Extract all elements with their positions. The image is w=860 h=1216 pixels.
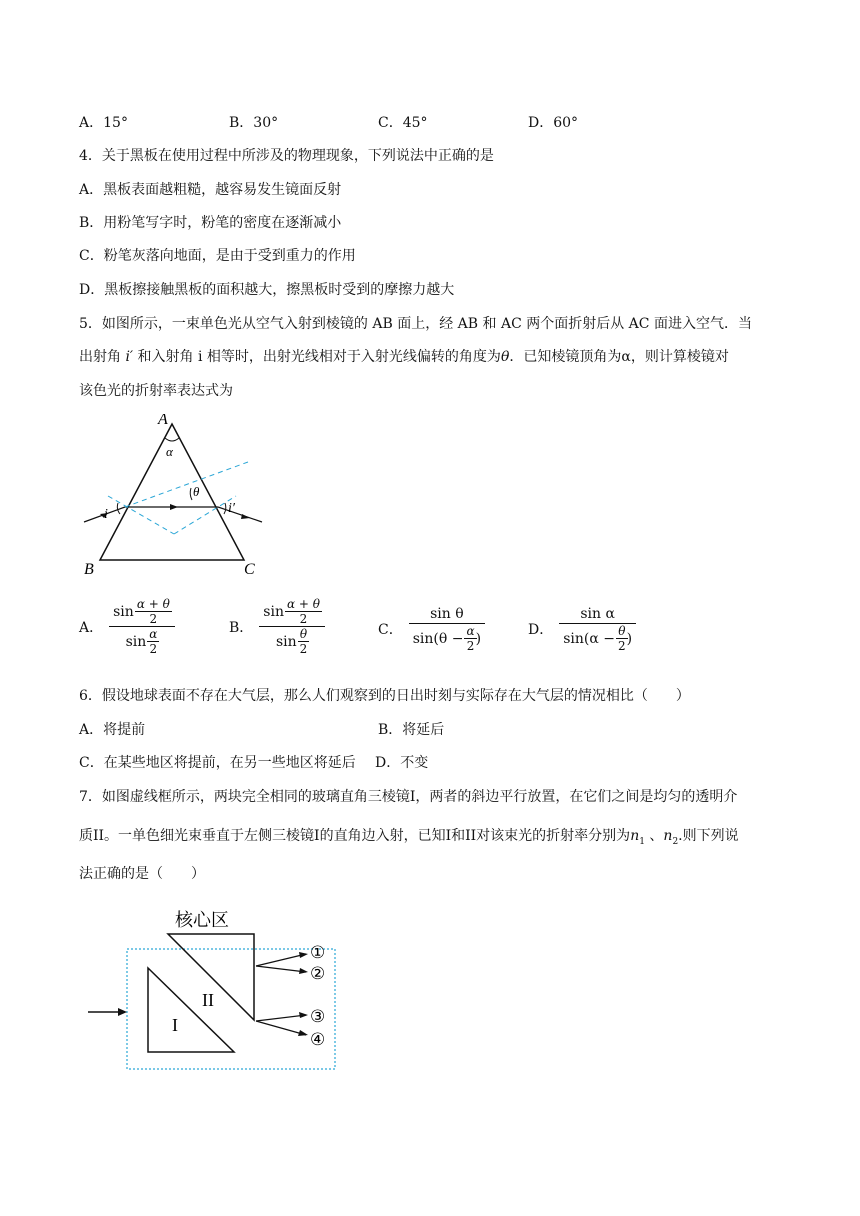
q7-line-2 <box>79 826 739 852</box>
q4-option-b: B．用粉笔写字时，粉笔的密度在逐渐减小 <box>79 215 342 231</box>
q7-line-1: 7．如图虚线框所示，两块完全相同的玻璃直角三棱镜I，两者的斜边平行放置，在它们之间是均匀的透明介 <box>79 789 738 805</box>
ray-three <box>256 1015 306 1021</box>
ray-four <box>256 1021 306 1035</box>
q3-option-c-value: 45° <box>402 115 428 131</box>
q4-option-d: D．黑板擦接触黑板的面积越大，擦黑板时受到的摩擦力越大 <box>79 282 455 298</box>
ray-one <box>256 954 306 966</box>
q6-option-c: C．在某些地区将提前，在另一些地区将延后 <box>79 755 356 771</box>
q3-option-d <box>528 113 578 133</box>
q5-option-b-label: B． <box>229 619 254 636</box>
q7-separator: 、 <box>644 828 664 844</box>
q5-theta-symbol: θ <box>500 349 510 365</box>
q5-option-b-num-arg-top: α + θ <box>286 597 320 611</box>
q5-option-b-den-fn: sin <box>275 633 297 650</box>
q7-n2-subscript: 2 <box>672 836 679 847</box>
q5-line-2 <box>79 347 729 367</box>
q6-option-b: B．将延后 <box>378 722 445 738</box>
ray-three-arrow <box>299 1012 308 1018</box>
q5-option-a <box>79 597 175 656</box>
q5-option-b-num-arg <box>286 597 321 626</box>
q3-option-d-label: D． <box>528 115 554 131</box>
prism-one <box>148 968 234 1052</box>
q5-option-d-den-pre: sin(α − <box>563 630 616 647</box>
q5-option-d-den-arg <box>617 624 627 653</box>
label-theta: θ <box>193 484 200 499</box>
q5-option-c-den-pre: sin(θ − <box>412 630 464 647</box>
q5-option-d-den-post: ) <box>626 630 633 647</box>
q5-option-d <box>528 605 636 653</box>
q3-option-b <box>229 113 278 133</box>
label-a: A <box>158 414 168 428</box>
q5-option-c-den-arg-bottom: 2 <box>466 639 475 653</box>
q5-line-2-part-a: 出射角 <box>79 349 126 365</box>
label-c: C <box>244 561 255 576</box>
q5-option-a-den-arg-top: α <box>149 627 158 641</box>
q5-option-c-denominator <box>409 624 485 653</box>
dotted-frame <box>127 949 335 1069</box>
label-one: I <box>172 1015 178 1035</box>
inner-ray-arrow <box>170 504 178 510</box>
ray-two-arrow <box>299 968 308 974</box>
exit-ray <box>218 507 262 522</box>
q5-option-b-numerator <box>259 597 325 626</box>
q5-option-a-numerator <box>109 597 175 626</box>
q5-option-b-denominator <box>272 627 312 656</box>
label-two: II <box>202 990 214 1010</box>
incoming-ray-arrow <box>118 1008 127 1016</box>
deviation-angle-arc <box>190 488 192 500</box>
marker-three: ③ <box>310 1007 326 1026</box>
q5-option-d-fraction <box>559 605 636 653</box>
q5-option-c-fraction <box>409 605 485 653</box>
q5-option-c <box>378 605 485 653</box>
q6-option-d: D．不变 <box>375 755 429 771</box>
q5-option-a-num-arg <box>136 597 171 626</box>
q5-option-d-label: D． <box>528 622 554 638</box>
q5-option-d-den-arg-top: θ <box>618 624 626 638</box>
exit-angle-arc <box>224 503 226 514</box>
q5-option-c-label: C． <box>378 622 403 638</box>
exit-ray-arrow <box>241 514 250 519</box>
ray-two <box>256 966 306 972</box>
q4-option-c: C．粉笔灰落向地面，是由于受到重力的作用 <box>79 248 356 264</box>
q5-option-c-den-arg <box>465 624 475 653</box>
q5-option-a-denominator <box>122 627 163 656</box>
q5-exit-angle-symbol: i′ <box>125 349 134 365</box>
q6-stem: 6．假设地球表面不存在大气层，那么人们观察到的日出时刻与实际存在大气层的情况相比（ ） <box>79 688 690 704</box>
core-zone-title: 核心区 <box>175 910 229 930</box>
q5-line-2-part-c: ．已知棱镜顶角为α，则计算棱镜对 <box>509 349 729 365</box>
marker-two: ② <box>310 964 326 983</box>
q5-line-1: 5．如图所示，一束单色光从空气入射到棱镜的 AB 面上，经 AB 和 AC 两个面折射后从 AC 面进入空气．当 <box>79 316 752 332</box>
q3-option-b-label: B． <box>229 115 254 131</box>
q5-option-a-den-fn: sin <box>125 633 147 650</box>
q5-option-b-fraction <box>259 597 325 656</box>
q6-option-a: A．将提前 <box>79 722 146 738</box>
q7-n2-symbol: n <box>663 828 673 844</box>
q5-option-d-numerator: sin α <box>580 606 615 622</box>
q3-option-d-value: 60° <box>553 115 579 131</box>
label-i-prime: i′ <box>228 501 235 516</box>
q5-option-a-den-arg <box>148 627 158 656</box>
q5-line-2-part-b: 和入射角 i 相等时，出射光线相对于入射光线偏转的角度为 <box>133 349 501 365</box>
q7-line-2-part-a: 质II。一单色细光束垂直于左侧三棱镜I的直角边入射，已知I和II对该束光的折射率分别为 <box>79 828 631 844</box>
q3-option-c-label: C． <box>378 115 403 131</box>
marker-one: ① <box>310 943 326 962</box>
q5-option-a-num-arg-bottom: 2 <box>149 612 158 626</box>
q7-line-3: 法正确的是（ ） <box>79 866 205 882</box>
q5-option-d-den-arg-bottom: 2 <box>618 639 626 653</box>
q5-option-a-fraction <box>109 597 175 656</box>
q5-option-c-numerator: sin θ <box>430 606 464 622</box>
ray-four-arrow <box>298 1030 308 1036</box>
q5-option-b-den-arg-bottom: 2 <box>299 642 308 656</box>
q4-option-a: A．黑板表面越粗糙，越容易发生镜面反射 <box>79 182 342 198</box>
q5-option-b-den-arg <box>299 627 309 656</box>
q5-line-3: 该色光的折射率表达式为 <box>79 383 233 399</box>
ray-one-arrow <box>299 952 308 958</box>
q5-option-a-label: A． <box>79 619 104 636</box>
q7-n1-symbol: n <box>630 828 640 844</box>
q5-option-b-den-arg-top: θ <box>299 627 308 641</box>
q7-line-2-part-b: .则下列说 <box>678 828 739 844</box>
q5-option-b-num-arg-bottom: 2 <box>299 612 308 626</box>
label-i: i <box>104 507 108 522</box>
normal-left-dashed <box>108 496 174 534</box>
q7-n1-subscript: 1 <box>639 836 645 847</box>
q5-option-a-num-arg-top: α + θ <box>136 597 170 611</box>
q5-option-a-den-arg-bottom: 2 <box>149 642 158 656</box>
q7-prism-figure <box>84 902 346 1076</box>
q3-option-a <box>79 113 128 133</box>
q4-stem: 4．关于黑板在使用过程中所涉及的物理现象，下列说法中正确的是 <box>79 148 494 164</box>
q5-prism-figure <box>78 414 268 576</box>
q3-option-a-value: 15° <box>103 115 128 131</box>
apex-angle-arc <box>165 438 179 441</box>
label-alpha: α <box>166 444 173 459</box>
label-b: B <box>84 561 94 576</box>
q5-option-b-num-fn: sin <box>263 603 284 620</box>
q5-option-a-num-fn: sin <box>113 603 134 620</box>
q5-option-b <box>229 597 325 656</box>
q5-option-c-den-post: ) <box>475 630 482 647</box>
marker-four: ④ <box>310 1030 326 1049</box>
q5-option-d-denominator <box>559 624 636 653</box>
q5-option-c-den-arg-top: α <box>466 624 475 638</box>
q3-option-b-value: 30° <box>253 115 279 131</box>
q3-option-a-label: A． <box>79 115 104 131</box>
q3-option-c <box>378 113 428 133</box>
